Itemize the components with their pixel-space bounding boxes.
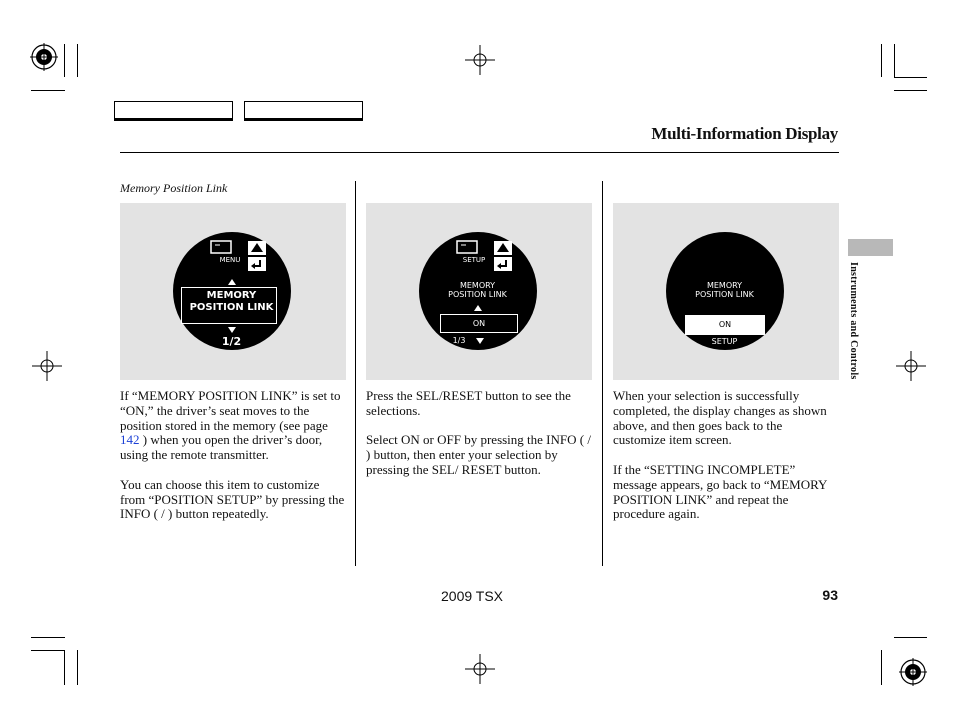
- side-section-label: Instruments and Controls: [848, 262, 859, 380]
- up-arrow-icon: [228, 279, 236, 285]
- paragraph: If the “SETTING INCOMPLETE” message appears, go back to “MEMORY POSITION LINK” and repeat the procedure again.: [613, 461, 827, 522]
- paragraph: You can choose this item to customize from “POSITION SETUP” by pressing the INFO ( / ) button repeatedly.: [120, 476, 345, 522]
- display-line-2: POSITION LINK: [189, 302, 274, 313]
- display-line-1: MEMORY: [459, 281, 496, 290]
- crosshair-mark-top: [465, 45, 495, 75]
- display-screen: [419, 232, 537, 350]
- page-reference-link[interactable]: 142: [120, 432, 140, 448]
- up-down-arrow-icon: [493, 240, 513, 272]
- crop-mark: [64, 650, 65, 685]
- page-indicator: 1/2: [221, 335, 242, 348]
- crop-mark: [881, 44, 882, 77]
- crop-mark: [881, 650, 882, 685]
- column-1-text: [120, 389, 345, 537]
- column-2-text: [366, 389, 592, 493]
- paragraph: If “MEMORY POSITION LINK” is set to “ON,” the driver’s seat moves to the position stored in the memory (see page 142 ) when you open the driver’s door, using the remote transmitter.: [120, 388, 341, 463]
- setup-label: SETUP: [711, 337, 738, 346]
- info-screen-icon: [456, 240, 478, 256]
- column-divider: [355, 181, 356, 566]
- page-number: 93: [822, 587, 838, 603]
- crop-mark: [31, 90, 65, 91]
- page-title: Multi-Information Display: [651, 124, 838, 143]
- paragraph: Select ON or OFF by pressing the INFO ( / ) button, then enter your selection by pressing the SEL/ RESET button.: [366, 432, 591, 477]
- display-screen: [173, 232, 291, 350]
- menu-label: MENU: [219, 256, 241, 264]
- crop-mark: [894, 637, 927, 638]
- paragraph: Press the SEL/RESET button to see the selections.: [366, 388, 571, 418]
- crosshair-mark-bottom: [465, 654, 495, 684]
- display-screen: [666, 232, 784, 350]
- display-line-1: MEMORY: [706, 281, 743, 290]
- crop-mark: [894, 44, 895, 77]
- display-line-1: MEMORY: [206, 290, 257, 301]
- crosshair-mark-right: [896, 351, 926, 381]
- down-arrow-icon: [228, 327, 236, 333]
- display-line-2: POSITION LINK: [448, 290, 507, 299]
- crop-mark: [77, 44, 78, 77]
- crop-mark: [894, 77, 927, 78]
- registration-mark-bottom-right: [899, 658, 927, 686]
- setup-label: SETUP: [462, 256, 486, 264]
- column-3-text: [613, 389, 837, 537]
- up-down-arrow-icon: [247, 240, 267, 272]
- header-tab-box-1: [114, 101, 233, 121]
- option-value: ON: [718, 320, 732, 329]
- footer-model: 2009 TSX: [441, 588, 504, 604]
- crop-mark: [31, 637, 65, 638]
- display-line-2: POSITION LINK: [695, 290, 754, 299]
- page-indicator: 1/3: [452, 336, 466, 345]
- crop-mark: [64, 44, 65, 77]
- crop-mark: [894, 90, 927, 91]
- crop-mark: [31, 650, 65, 651]
- column-divider: [602, 181, 603, 566]
- title-rule: [120, 152, 839, 153]
- crosshair-mark-left: [32, 351, 62, 381]
- option-value: ON: [472, 319, 486, 328]
- up-arrow-icon: [474, 305, 482, 311]
- info-screen-icon: [210, 240, 232, 256]
- paragraph: When your selection is successfully completed, the display changes as shown above, and then goes back to the customize item screen.: [613, 388, 827, 448]
- section-label: Memory Position Link: [120, 181, 228, 195]
- display-illustration-1: [120, 203, 346, 380]
- crop-mark: [77, 650, 78, 685]
- down-arrow-icon: [476, 338, 484, 344]
- side-section-tab: [848, 239, 893, 256]
- display-illustration-2: [366, 203, 592, 380]
- registration-mark-top-left: [30, 43, 58, 71]
- header-tab-box-2: [244, 101, 363, 121]
- display-illustration-3: [613, 203, 839, 380]
